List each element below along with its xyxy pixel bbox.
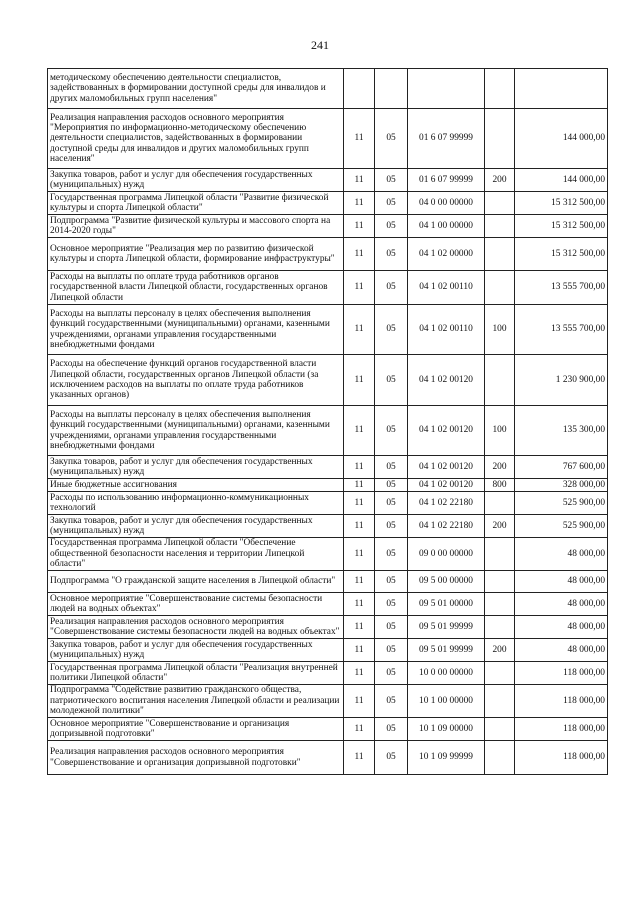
table-row xyxy=(48,192,608,215)
table-row xyxy=(48,616,608,639)
cell-subsection: 05 xyxy=(375,616,408,639)
cell-target-article: 01 6 07 99999 xyxy=(408,169,485,192)
cell-amount: 15 312 500,00 xyxy=(515,238,608,271)
cell-expense-type: 200 xyxy=(485,639,515,662)
cell-amount: 118 000,00 xyxy=(515,685,608,718)
cell-description: Государственная программа Липецкой области "Обеспечение общественной безопасности населения и территории Липецкой области" xyxy=(48,538,344,571)
cell-expense-type xyxy=(485,741,515,775)
cell-expense-type xyxy=(485,685,515,718)
cell-subsection: 05 xyxy=(375,215,408,238)
cell-amount: 328 000,00 xyxy=(515,479,608,492)
cell-subsection: 05 xyxy=(375,192,408,215)
cell-subsection: 05 xyxy=(375,538,408,571)
cell-amount xyxy=(515,69,608,109)
cell-description: Расходы на выплаты персоналу в целях обеспечения выполнения функций государственными (муниципальными) органами, казенными учреждениями, органами управления государственными внебюджетными фондами xyxy=(48,305,344,355)
cell-expense-type xyxy=(485,271,515,305)
cell-expense-type xyxy=(485,492,515,515)
table-row xyxy=(48,515,608,538)
cell-description: Подпрограмма "Развитие физической культуры и массового спорта на 2014-2020 годы" xyxy=(48,215,344,238)
budget-table xyxy=(47,68,608,775)
cell-target-article: 10 1 09 99999 xyxy=(408,741,485,775)
cell-expense-type xyxy=(485,616,515,639)
cell-target-article: 04 1 02 00110 xyxy=(408,305,485,355)
cell-subsection: 05 xyxy=(375,109,408,169)
page-number: 241 xyxy=(311,38,329,52)
cell-subsection: 05 xyxy=(375,456,408,479)
cell-amount: 48 000,00 xyxy=(515,538,608,571)
cell-description: Реализация направления расходов основного мероприятия "Совершенствование системы безопасности людей на водных объектах" xyxy=(48,616,344,639)
cell-section: 11 xyxy=(344,571,375,593)
cell-amount: 525 900,00 xyxy=(515,492,608,515)
cell-section xyxy=(344,69,375,109)
cell-subsection: 05 xyxy=(375,515,408,538)
table-row xyxy=(48,593,608,616)
table-row xyxy=(48,538,608,571)
cell-amount: 118 000,00 xyxy=(515,741,608,775)
cell-description: Государственная программа Липецкой области "Развитие физической культуры и спорта Липецкой области" xyxy=(48,192,344,215)
cell-amount: 144 000,00 xyxy=(515,109,608,169)
cell-target-article: 09 0 00 00000 xyxy=(408,538,485,571)
cell-expense-type xyxy=(485,355,515,406)
table-row xyxy=(48,305,608,355)
cell-amount: 13 555 700,00 xyxy=(515,271,608,305)
cell-target-article xyxy=(408,69,485,109)
cell-expense-type xyxy=(485,109,515,169)
cell-description: Основное мероприятие "Реализация мер по развитию физической культуры и спорта Липецкой области, формирование инфраструктуры" xyxy=(48,238,344,271)
cell-target-article: 04 1 02 00110 xyxy=(408,271,485,305)
cell-subsection: 05 xyxy=(375,741,408,775)
cell-section: 11 xyxy=(344,741,375,775)
cell-subsection: 05 xyxy=(375,492,408,515)
cell-target-article: 04 1 02 00120 xyxy=(408,456,485,479)
cell-subsection: 05 xyxy=(375,639,408,662)
cell-description: Расходы на обеспечение функций органов государственной власти Липецкой области, государственных органов Липецкой области (за исключением расходов на выплаты по оплате труда работников указанных органов) xyxy=(48,355,344,406)
cell-target-article: 10 1 00 00000 xyxy=(408,685,485,718)
cell-section: 11 xyxy=(344,639,375,662)
cell-section: 11 xyxy=(344,192,375,215)
cell-section: 11 xyxy=(344,662,375,685)
cell-section: 11 xyxy=(344,406,375,456)
table-row xyxy=(48,238,608,271)
cell-description: Подпрограмма "Содействие развитию гражданского общества, патриотического воспитания населения Липецкой области и реализации молодежной политики" xyxy=(48,685,344,718)
table-row xyxy=(48,685,608,718)
cell-expense-type xyxy=(485,69,515,109)
cell-expense-type xyxy=(485,192,515,215)
cell-section: 11 xyxy=(344,593,375,616)
cell-expense-type xyxy=(485,215,515,238)
cell-target-article: 04 1 00 00000 xyxy=(408,215,485,238)
table-row xyxy=(48,639,608,662)
cell-expense-type: 200 xyxy=(485,456,515,479)
cell-section: 11 xyxy=(344,479,375,492)
cell-section: 11 xyxy=(344,538,375,571)
cell-target-article: 10 1 09 00000 xyxy=(408,718,485,741)
table-row xyxy=(48,741,608,775)
cell-description: Основное мероприятие "Совершенствование системы безопасности людей на водных объектах" xyxy=(48,593,344,616)
cell-section: 11 xyxy=(344,169,375,192)
cell-target-article: 04 1 02 00000 xyxy=(408,238,485,271)
cell-section: 11 xyxy=(344,456,375,479)
table-row xyxy=(48,215,608,238)
cell-amount: 13 555 700,00 xyxy=(515,305,608,355)
cell-expense-type: 100 xyxy=(485,406,515,456)
cell-section: 11 xyxy=(344,685,375,718)
cell-amount: 15 312 500,00 xyxy=(515,192,608,215)
table-row xyxy=(48,492,608,515)
cell-expense-type: 100 xyxy=(485,305,515,355)
cell-subsection: 05 xyxy=(375,685,408,718)
cell-description: Закупка товаров, работ и услуг для обеспечения государственных (муниципальных) нужд xyxy=(48,639,344,662)
cell-expense-type xyxy=(485,538,515,571)
cell-amount: 48 000,00 xyxy=(515,571,608,593)
cell-expense-type: 800 xyxy=(485,479,515,492)
cell-target-article: 09 5 01 99999 xyxy=(408,639,485,662)
cell-amount: 525 900,00 xyxy=(515,515,608,538)
table-row xyxy=(48,479,608,492)
cell-subsection: 05 xyxy=(375,355,408,406)
cell-section: 11 xyxy=(344,616,375,639)
cell-description: Подпрограмма "О гражданской защите населения в Липецкой области" xyxy=(48,571,344,593)
cell-section: 11 xyxy=(344,305,375,355)
cell-description: Государственная программа Липецкой области "Реализация внутренней политики Липецкой области" xyxy=(48,662,344,685)
cell-expense-type xyxy=(485,593,515,616)
cell-section: 11 xyxy=(344,215,375,238)
cell-target-article: 04 1 02 22180 xyxy=(408,515,485,538)
cell-amount: 48 000,00 xyxy=(515,593,608,616)
table-row xyxy=(48,109,608,169)
cell-description: Реализация направления расходов основного мероприятия "Совершенствование и организация допризывной подготовки" xyxy=(48,741,344,775)
budget-table-body xyxy=(48,69,608,775)
table-row xyxy=(48,69,608,109)
cell-target-article: 10 0 00 00000 xyxy=(408,662,485,685)
cell-amount: 15 312 500,00 xyxy=(515,215,608,238)
table-row xyxy=(48,271,608,305)
cell-expense-type xyxy=(485,718,515,741)
cell-target-article: 01 6 07 99999 xyxy=(408,109,485,169)
cell-target-article: 04 1 02 22180 xyxy=(408,492,485,515)
cell-amount: 144 000,00 xyxy=(515,169,608,192)
cell-section: 11 xyxy=(344,109,375,169)
cell-expense-type: 200 xyxy=(485,515,515,538)
cell-subsection xyxy=(375,69,408,109)
table-row xyxy=(48,456,608,479)
cell-section: 11 xyxy=(344,718,375,741)
cell-target-article: 04 1 02 00120 xyxy=(408,406,485,456)
cell-description: Расходы на выплаты по оплате труда работников органов государственной власти Липецкой области, государственных органов Липецкой области xyxy=(48,271,344,305)
cell-expense-type xyxy=(485,238,515,271)
cell-subsection: 05 xyxy=(375,238,408,271)
cell-target-article: 04 1 02 00120 xyxy=(408,355,485,406)
cell-description: методическому обеспечению деятельности специалистов, задействованных в формировании доступной среды для инвалидов и других маломобильных групп населения" xyxy=(48,69,344,109)
cell-target-article: 09 5 00 00000 xyxy=(408,571,485,593)
cell-target-article: 04 1 02 00120 xyxy=(408,479,485,492)
cell-target-article: 09 5 01 99999 xyxy=(408,616,485,639)
cell-description: Закупка товаров, работ и услуг для обеспечения государственных (муниципальных) нужд xyxy=(48,515,344,538)
table-row xyxy=(48,662,608,685)
cell-subsection: 05 xyxy=(375,718,408,741)
cell-section: 11 xyxy=(344,515,375,538)
cell-expense-type xyxy=(485,662,515,685)
cell-subsection: 05 xyxy=(375,406,408,456)
cell-amount: 118 000,00 xyxy=(515,662,608,685)
cell-expense-type: 200 xyxy=(485,169,515,192)
cell-amount: 118 000,00 xyxy=(515,718,608,741)
cell-subsection: 05 xyxy=(375,479,408,492)
cell-section: 11 xyxy=(344,238,375,271)
cell-amount: 1 230 900,00 xyxy=(515,355,608,406)
table-row xyxy=(48,406,608,456)
table-row xyxy=(48,355,608,406)
cell-amount: 48 000,00 xyxy=(515,616,608,639)
table-row xyxy=(48,718,608,741)
cell-subsection: 05 xyxy=(375,271,408,305)
cell-subsection: 05 xyxy=(375,571,408,593)
cell-description: Иные бюджетные ассигнования xyxy=(48,479,344,492)
cell-description: Закупка товаров, работ и услуг для обеспечения государственных (муниципальных) нужд xyxy=(48,456,344,479)
cell-section: 11 xyxy=(344,355,375,406)
cell-amount: 48 000,00 xyxy=(515,639,608,662)
cell-section: 11 xyxy=(344,271,375,305)
cell-description: Основное мероприятие "Совершенствование и организация допризывной подготовки" xyxy=(48,718,344,741)
cell-subsection: 05 xyxy=(375,305,408,355)
cell-amount: 767 600,00 xyxy=(515,456,608,479)
cell-subsection: 05 xyxy=(375,593,408,616)
table-row xyxy=(48,169,608,192)
cell-description: Расходы по использованию информационно-коммуникационных технологий xyxy=(48,492,344,515)
cell-target-article: 09 5 01 00000 xyxy=(408,593,485,616)
cell-description: Закупка товаров, работ и услуг для обеспечения государственных (муниципальных) нужд xyxy=(48,169,344,192)
cell-target-article: 04 0 00 00000 xyxy=(408,192,485,215)
cell-amount: 135 300,00 xyxy=(515,406,608,456)
cell-subsection: 05 xyxy=(375,662,408,685)
cell-expense-type xyxy=(485,571,515,593)
cell-section: 11 xyxy=(344,492,375,515)
table-row xyxy=(48,571,608,593)
cell-description: Расходы на выплаты персоналу в целях обеспечения выполнения функций государственными (муниципальными) органами, казенными учреждениями, органами управления государственными внебюджетными фондами xyxy=(48,406,344,456)
cell-subsection: 05 xyxy=(375,169,408,192)
cell-description: Реализация направления расходов основного мероприятия "Мероприятия по информационно-методическому обеспечению деятельности специалистов, задействованных в формировании доступной среды для инвалидов и других маломобильных групп населения" xyxy=(48,109,344,169)
